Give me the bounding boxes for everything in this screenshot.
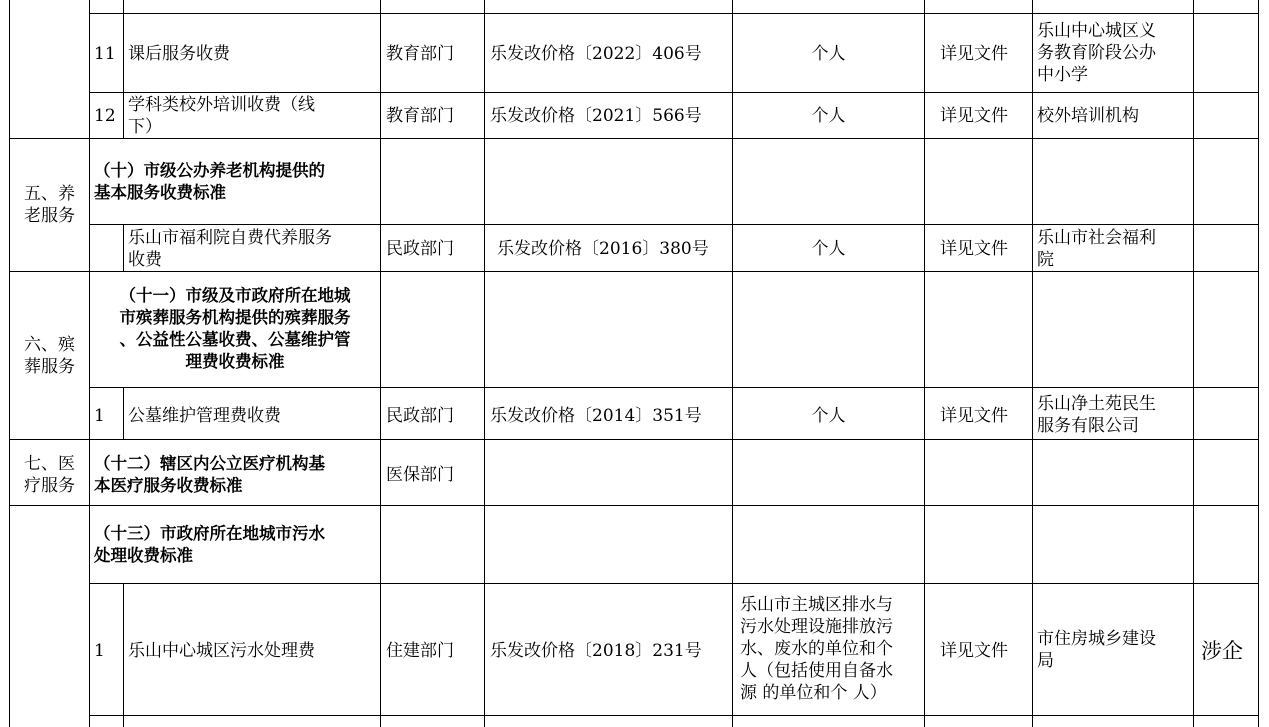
- grid-line: [9, 505, 1259, 506]
- grid-line: [89, 224, 1259, 225]
- grid-line: [123, 583, 124, 727]
- row-number: 1: [94, 641, 105, 661]
- grid-line: [89, 92, 1259, 93]
- policy-document: 乐发改价格〔2018〕231号: [490, 641, 702, 661]
- section-heading: （十）市级公办养老机构提供的 基本服务收费标准: [94, 161, 325, 202]
- policy-document: 乐发改价格〔2021〕566号: [490, 106, 702, 126]
- row-number: 11: [94, 44, 116, 64]
- department: 民政部门: [386, 406, 454, 426]
- charging-entity: 乐山净土苑民生 服务有限公司: [1037, 394, 1156, 436]
- fee-standard: 详见文件: [940, 406, 1008, 426]
- row-number: 1: [94, 406, 105, 426]
- grid-line: [89, 13, 1259, 14]
- fee-standard: 详见文件: [940, 641, 1008, 661]
- payer: 个人: [811, 239, 846, 259]
- department: 医保部门: [386, 465, 454, 485]
- grid-line: [123, 387, 124, 439]
- payer: 乐山市主城区排水与 污水处理设施排放污 水、废水的单位和个 人（包括使用自备水 源 的单位和个 人）: [740, 595, 893, 703]
- grid-line: [380, 0, 381, 727]
- department: 教育部门: [386, 44, 454, 64]
- fee-item-name: 学科类校外培训收费（线 下）: [128, 95, 315, 137]
- section-category: 六、殡 葬服务: [24, 335, 75, 377]
- grid-line: [484, 0, 485, 727]
- fee-item-name: 乐山市福利院自费代养服务 收费: [128, 228, 332, 270]
- grid-line: [924, 0, 925, 727]
- grid-line: [123, 0, 124, 138]
- charging-entity: 校外培训机构: [1037, 106, 1139, 126]
- fee-item-name: 公墓维护管理费收费: [128, 406, 281, 426]
- payer: 个人: [811, 406, 846, 426]
- fee-item-name: 课后服务收费: [128, 44, 230, 64]
- grid-line: [9, 138, 1259, 139]
- grid-line: [123, 224, 124, 271]
- section-heading: （十二）辖区内公立医疗机构基 本医疗服务收费标准: [94, 454, 325, 495]
- grid-line: [1032, 0, 1033, 727]
- charging-entity: 乐山中心城区义 务教育阶段公办 中小学: [1037, 21, 1156, 85]
- grid-line: [9, 271, 1259, 272]
- policy-document: 乐发改价格〔2014〕351号: [490, 406, 702, 426]
- department: 教育部门: [386, 106, 454, 126]
- policy-document: 乐发改价格〔2016〕380号: [497, 239, 709, 259]
- policy-document: 乐发改价格〔2022〕406号: [490, 44, 702, 64]
- payer: 个人: [811, 106, 846, 126]
- grid-line: [1258, 0, 1259, 727]
- grid-line: [9, 439, 1259, 440]
- grid-line: [89, 715, 1259, 716]
- department: 住建部门: [386, 641, 454, 661]
- department: 民政部门: [386, 239, 454, 259]
- payer: 个人: [811, 44, 846, 64]
- fee-standard: 详见文件: [940, 106, 1008, 126]
- grid-line: [89, 583, 1259, 584]
- fee-item-name: 乐山中心城区污水处理费: [128, 641, 315, 661]
- section-category: 七、医 疗服务: [24, 454, 75, 496]
- charging-entity: 市住房城乡建设 局: [1037, 629, 1156, 671]
- charging-entity: 乐山市社会福利 院: [1037, 228, 1156, 270]
- section-heading: （十一）市级及市政府所在地城 市殡葬服务机构提供的殡葬服务 、公益性公墓收费、公墓维护管 理费收费标准: [119, 286, 351, 371]
- enterprise-related-note: 涉企: [1201, 639, 1243, 663]
- section-heading: （十三）市政府所在地城市污水 处理收费标准: [94, 524, 325, 565]
- row-number: 12: [94, 106, 116, 126]
- grid-line: [89, 387, 1259, 388]
- fee-standard: 详见文件: [940, 239, 1008, 259]
- grid-line: [1193, 0, 1194, 727]
- fee-standard: 详见文件: [940, 44, 1008, 64]
- section-category: 五、养 老服务: [24, 184, 75, 226]
